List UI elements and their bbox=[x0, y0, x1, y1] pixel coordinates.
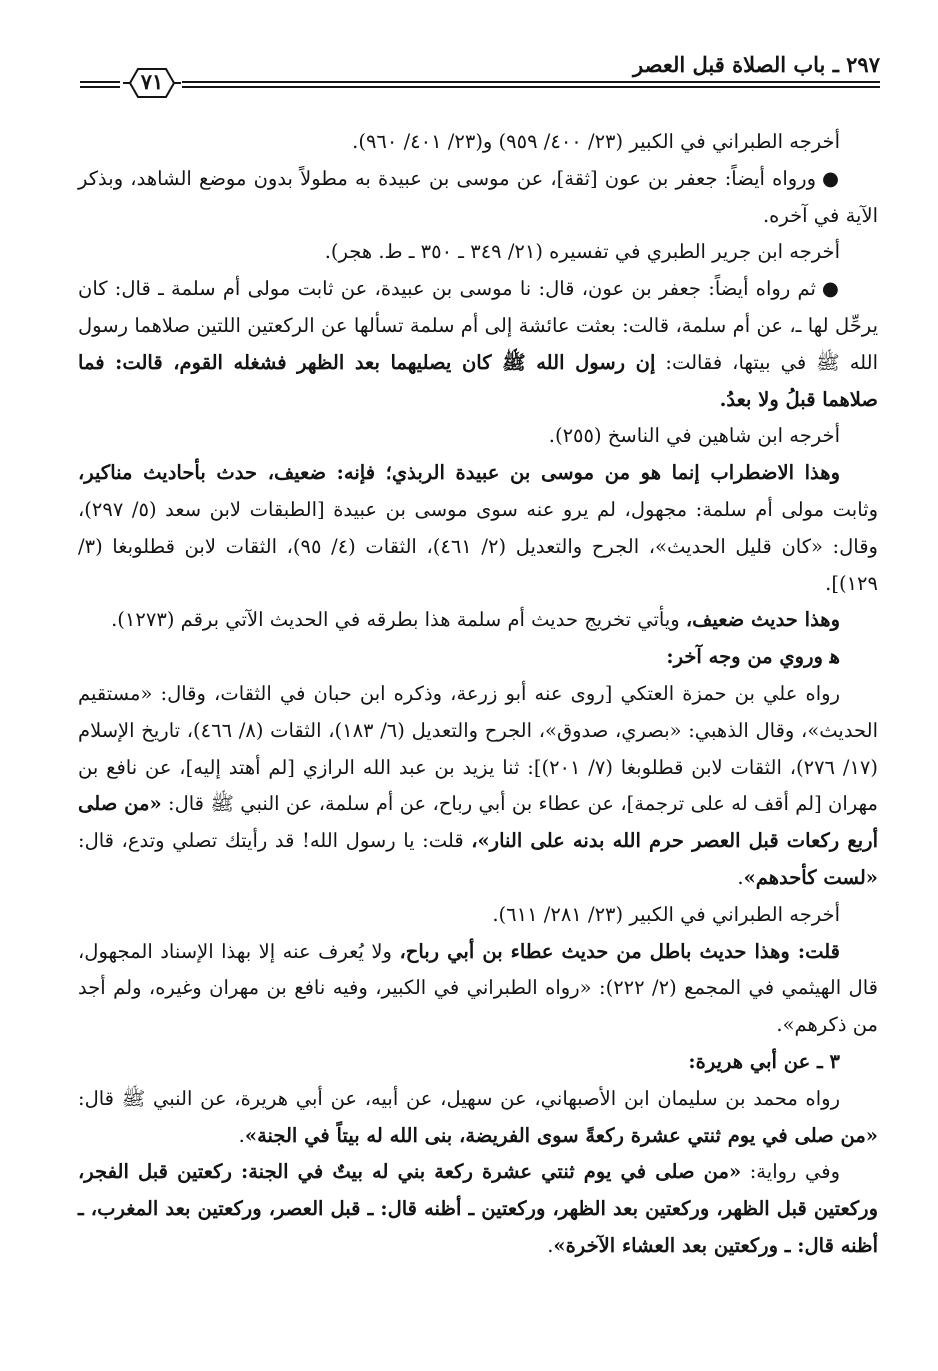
page-number-badge bbox=[122, 64, 182, 102]
section-heading bbox=[78, 639, 878, 676]
paragraph bbox=[78, 124, 878, 161]
text-run: أخرجه الطبراني في الكبير (٢٣/ ٤٠٠/ ٩٥٩) و(٢٣/ ٤٠١/ ٩٦٠). bbox=[352, 130, 840, 153]
paragraph bbox=[78, 234, 878, 271]
bold-text: إن رسول الله ﷺ كان يصليهما بعد الظهر فشغله القوم، قالت: فما صلاهما قبلُ ولا بعدُ. bbox=[78, 350, 878, 411]
text-run: رواه محمد بن سليمان ابن الأصبهاني، عن سهيل، عن أبيه، عن أبي هريرة، عن النبي ﷺ قال: bbox=[78, 1086, 840, 1110]
header-rule-bottom bbox=[182, 86, 880, 88]
paragraph bbox=[78, 161, 878, 235]
page-header bbox=[72, 48, 880, 118]
text-run: ورواه أيضاً: جعفر بن عون [ثقة]، عن موسى بن عبيدة به مطولاً بدون موضع الشاهد، وبذكر الآية في آخره. bbox=[78, 166, 878, 227]
text-run: رواه علي بن حمزة العتكي [روى عنه أبو زرعة، وذكره ابن حبان في الثقات، وقال: «مستقيم الحديث»، وقال الذهبي: «بصري، صدوق»، الجرح والتعديل (٦/ ١٨٣)، الثقات (٨/ ٤٦٦)، تاريخ الإسلام (١٧/ ٢٧٦)، الثقات لابن قطلوبغا (٧/ ٢٠١)]: ثنا يزيد بن عبد الله الرازي [لم أهتد إليه]، عن نافع بن مهران [لم أقف له على ترجمة]، عن عطاء بن أبي رباح، عن أم سلمة، عن النبي ﷺ قال: bbox=[78, 681, 879, 816]
paragraph bbox=[78, 676, 878, 897]
bullet-icon: ● bbox=[821, 277, 841, 301]
text-run: أخرجه ابن جرير الطبري في تفسيره (٢١/ ٣٤٩ ـ ٣٥٠ ـ ط. هجر). bbox=[324, 240, 840, 264]
bold-text: «من صلى في يوم ثنتي عشرة ركعة بني له بيتٌ في الجنة: ركعتين قبل الفجر، وركعتين قبل الظهر، وركعتين بعد الظهر، وركعتين ـ أظنه قال: ـ قبل العصر، وركعتين بعد المغرب، ـ أظنه قال: ـ وركعتين بعد العشاء الآخرة» bbox=[78, 1160, 878, 1257]
paragraph bbox=[78, 1081, 878, 1155]
text-run: . bbox=[547, 1233, 554, 1257]
text-run: ولا يُعرف عنه إلا بهذا الإسناد المجهول، قال الهيثمي في المجمع (٢/ ٢٢٢): «رواه الطبراني في الكبير، وفيه نافع بن مهران وغيره، ولم أجد من ذكرهم». bbox=[78, 939, 878, 1037]
paragraph bbox=[78, 271, 878, 418]
paragraph bbox=[78, 897, 878, 934]
header-rule-top bbox=[182, 81, 880, 83]
body-text bbox=[78, 124, 878, 1265]
text-run: وثابت مولى أم سلمة: مجهول، لم يرو عنه سوى موسى بن عبيدة [الطبقات لابن سعد (٥/ ٢٩٧)، وقال: «كان قليل الحديث»، الجرح والتعديل (٢/ ٤٦١)، الثقات (٤/ ٩٥)، الثقات لابن قطلوبغا (٣/ ١٢٩)]. bbox=[78, 497, 878, 595]
bullet-icon: ● bbox=[822, 166, 840, 190]
paragraph bbox=[78, 455, 878, 602]
text-run: أخرجه الطبراني في الكبير (٢٣/ ٢٨١/ ٦١١). bbox=[492, 902, 840, 926]
page-number: ٧١ bbox=[140, 69, 164, 94]
header-rule-left-top bbox=[80, 81, 120, 83]
text-run: ويأتي تخريج حديث أم سلمة هذا بطرقه في الحديث الآتي برقم (١٢٧٣). bbox=[111, 608, 686, 632]
running-title: ٢٩٧ ـ باب الصلاة قبل العصر bbox=[633, 52, 880, 77]
bold-text: «من صلى في يوم ثنتي عشرة ركعةً سوى الفريضة، بنى الله له بيتاً في الجنة» bbox=[244, 1123, 878, 1147]
bold-text: ٣ ـ عن أبي هريرة: bbox=[688, 1049, 840, 1073]
bold-text: قلت: وهذا حديث باطل من حديث عطاء بن أبي رباح، bbox=[399, 939, 841, 963]
text-run: ثم رواه أيضاً: جعفر بن عون، قال: نا موسى بن عبيدة، عن ثابت مولى أم سلمة ـ قال: كان يرحِّل لها ـ، عن أم سلمة، قالت: بعثت عائشة إلى أم سلمة تسألها عن الركعتين اللتين صلاهما رسول الله ﷺ في بيتها، فقالت: bbox=[78, 277, 878, 374]
paragraph bbox=[78, 1154, 878, 1264]
bold-text: وهذا الاضطراب إنما هو من موسى بن عبيدة الربذي؛ فإنه: ضعيف، حدث بأحاديث مناكير، bbox=[78, 461, 840, 485]
section-heading bbox=[78, 1044, 878, 1081]
bold-text: ﻫ وروي من وجه آخر: bbox=[666, 645, 840, 669]
text-run: وفي رواية: bbox=[741, 1160, 841, 1184]
text-run: أخرجه ابن شاهين في الناسخ (٢٥٥). bbox=[548, 424, 840, 448]
text-run: قلت: يا رسول الله! قد رأيتك تصلي وتدع، قال: bbox=[78, 829, 472, 853]
text-run: . bbox=[238, 1123, 245, 1147]
header-rule-left-bottom bbox=[80, 86, 120, 88]
bold-text: وهذا حديث ضعيف، bbox=[685, 608, 840, 632]
paragraph bbox=[78, 602, 878, 639]
paragraph bbox=[78, 418, 878, 455]
paragraph bbox=[78, 934, 878, 1044]
bold-text: «من صلى أربع ركعات قبل العصر حرم الله بدنه على النار»، bbox=[78, 792, 878, 853]
bold-text: «لست كأحدهم» bbox=[743, 865, 878, 889]
text-run: . bbox=[737, 865, 744, 889]
